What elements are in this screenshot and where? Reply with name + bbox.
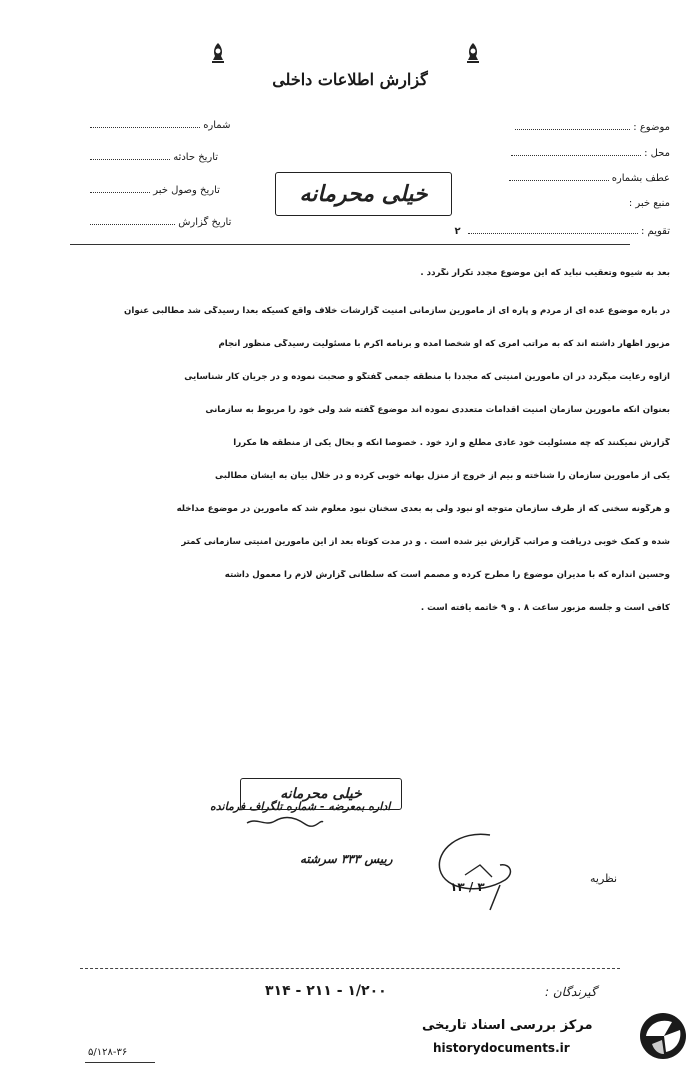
body-line: در باره موضوع عده ای از مردم و پاره ای از مامورین سازمانی امنیت گزارشات خلاف واقع کسیکه بعداً رسیدگی شد مطالبی عنوان [124, 306, 670, 316]
document-title: گزارش اطلاعات داخلی [272, 70, 428, 89]
report-date-label: تاریخ گزارش [178, 217, 232, 228]
evaluation-value: ۲ [454, 226, 461, 237]
body-line: ازاوه رعایت میگردد در آن مامورین امنیتی که مجدداً با منطقه جمعی گفتگو و صحبت نموده و در جریان کار شناسایی [184, 372, 670, 382]
body-line: شده و کمک خوبی دریافت و مراتب گزارش نیز شده است . و در مدت کوتاه بعد از این مامورین امنیتی سازمانی کمتر [181, 537, 670, 547]
signature-line-1: اداره بمعرضه - شماره تلگراف فرمانده [210, 800, 391, 813]
body-line: گزارش نمیکنند که چه مسئولیت خود عادی مطلع و ارد خود . خصوصاً آنکه و بحال یکی از منطقه ها مکرراً [233, 438, 670, 448]
body-line: بعنوان آنکه مامورین سازمان امنیت اقدامات متعددی نموده اند موضوع گفته شد ولی خود را مربوط به سازمانی [205, 405, 670, 415]
signature-stamp: خیلی محرمانه [240, 778, 402, 810]
number-dots [90, 118, 200, 128]
header-separator [70, 244, 630, 245]
signature-scribble [245, 815, 325, 829]
footer-separator [80, 968, 620, 969]
subject-dots [515, 120, 630, 130]
recipients-value: ۳۱۴ - ۲۱۱ - ۱/۲۰۰ [265, 983, 387, 999]
event-date-dots [90, 150, 170, 160]
watermark-url: historydocuments.ir [433, 1041, 570, 1055]
report-date-dots [90, 215, 175, 225]
source-stamp: خیلی محرمانه [275, 172, 452, 216]
attach-label: عطف بشماره [611, 173, 670, 184]
watermark-name: مرکز بررسی اسناد تاریخی [422, 1018, 593, 1033]
body-intro: بعد به شیوه وتعقیب نباید که این موضوع مجدد تکرار نگردد . [420, 268, 670, 278]
report-date-field [90, 215, 231, 228]
evaluation-dots [468, 224, 638, 234]
recipients-label: گیرندگان : [545, 985, 597, 999]
watermark-logo-icon [634, 1010, 692, 1062]
number-field [90, 118, 230, 131]
body-line: وحسین انداره که با مدیران موضوع را مطرح کرده و مصمم است که سلطانی گزارش لازم را معمول داشته [224, 570, 670, 580]
place-label: محل : [644, 148, 670, 159]
body-line: یکی از مامورین سازمان را شناخته و بیم از خروج از منزل بهانه خوبی کرده و در خلال بیان به ایشان مطالبی [215, 471, 670, 481]
body-line: کافی است و جلسه مزبور ساعت ۸ . و ۹ خاتمه یافته است . [420, 603, 670, 613]
receive-date-dots [90, 183, 150, 193]
attach-dots [509, 171, 609, 181]
source-field [629, 198, 670, 209]
archive-number: ۵/۱۲۸-۳۶ [88, 1047, 128, 1058]
signature-note-number: ۳ / ۱۳ [450, 880, 485, 894]
receive-date-label: تاریخ وصول خبر [153, 185, 220, 196]
number-label: شماره [203, 120, 231, 131]
body-line: مزبور اظهار داشته اند که به مراتب امری که او شخصاً آمده و برنامه اکرم با مسئولیت رسیدگی منظور انجام [218, 339, 670, 349]
receive-date-field [90, 183, 220, 196]
attach-field [509, 171, 671, 184]
body-line: و هرگونه سخنی که از طرف سازمان متوجه او نبود ولی به بعدی سخنان نبود معلوم شد که مامورین در موضوع مداخله [176, 504, 670, 514]
event-date-field [90, 150, 218, 163]
evaluation-label: تقویم : [641, 226, 670, 237]
signature-mark [420, 825, 530, 915]
subject-field [515, 120, 670, 133]
event-date-label: تاریخ حادثه [173, 152, 219, 163]
subject-label: موضوع : [633, 122, 670, 133]
source-label: منبع خبر : [628, 198, 670, 209]
place-field [511, 146, 670, 159]
emblem-icon [205, 40, 231, 66]
emblem-icon [460, 40, 486, 66]
signature-line-3: نظریه [590, 872, 618, 885]
place-dots [511, 146, 641, 156]
signature-line-2: رییس ۳۳۳ سرشته [300, 852, 393, 866]
evaluation-field [455, 224, 670, 237]
archive-underline [85, 1062, 155, 1063]
